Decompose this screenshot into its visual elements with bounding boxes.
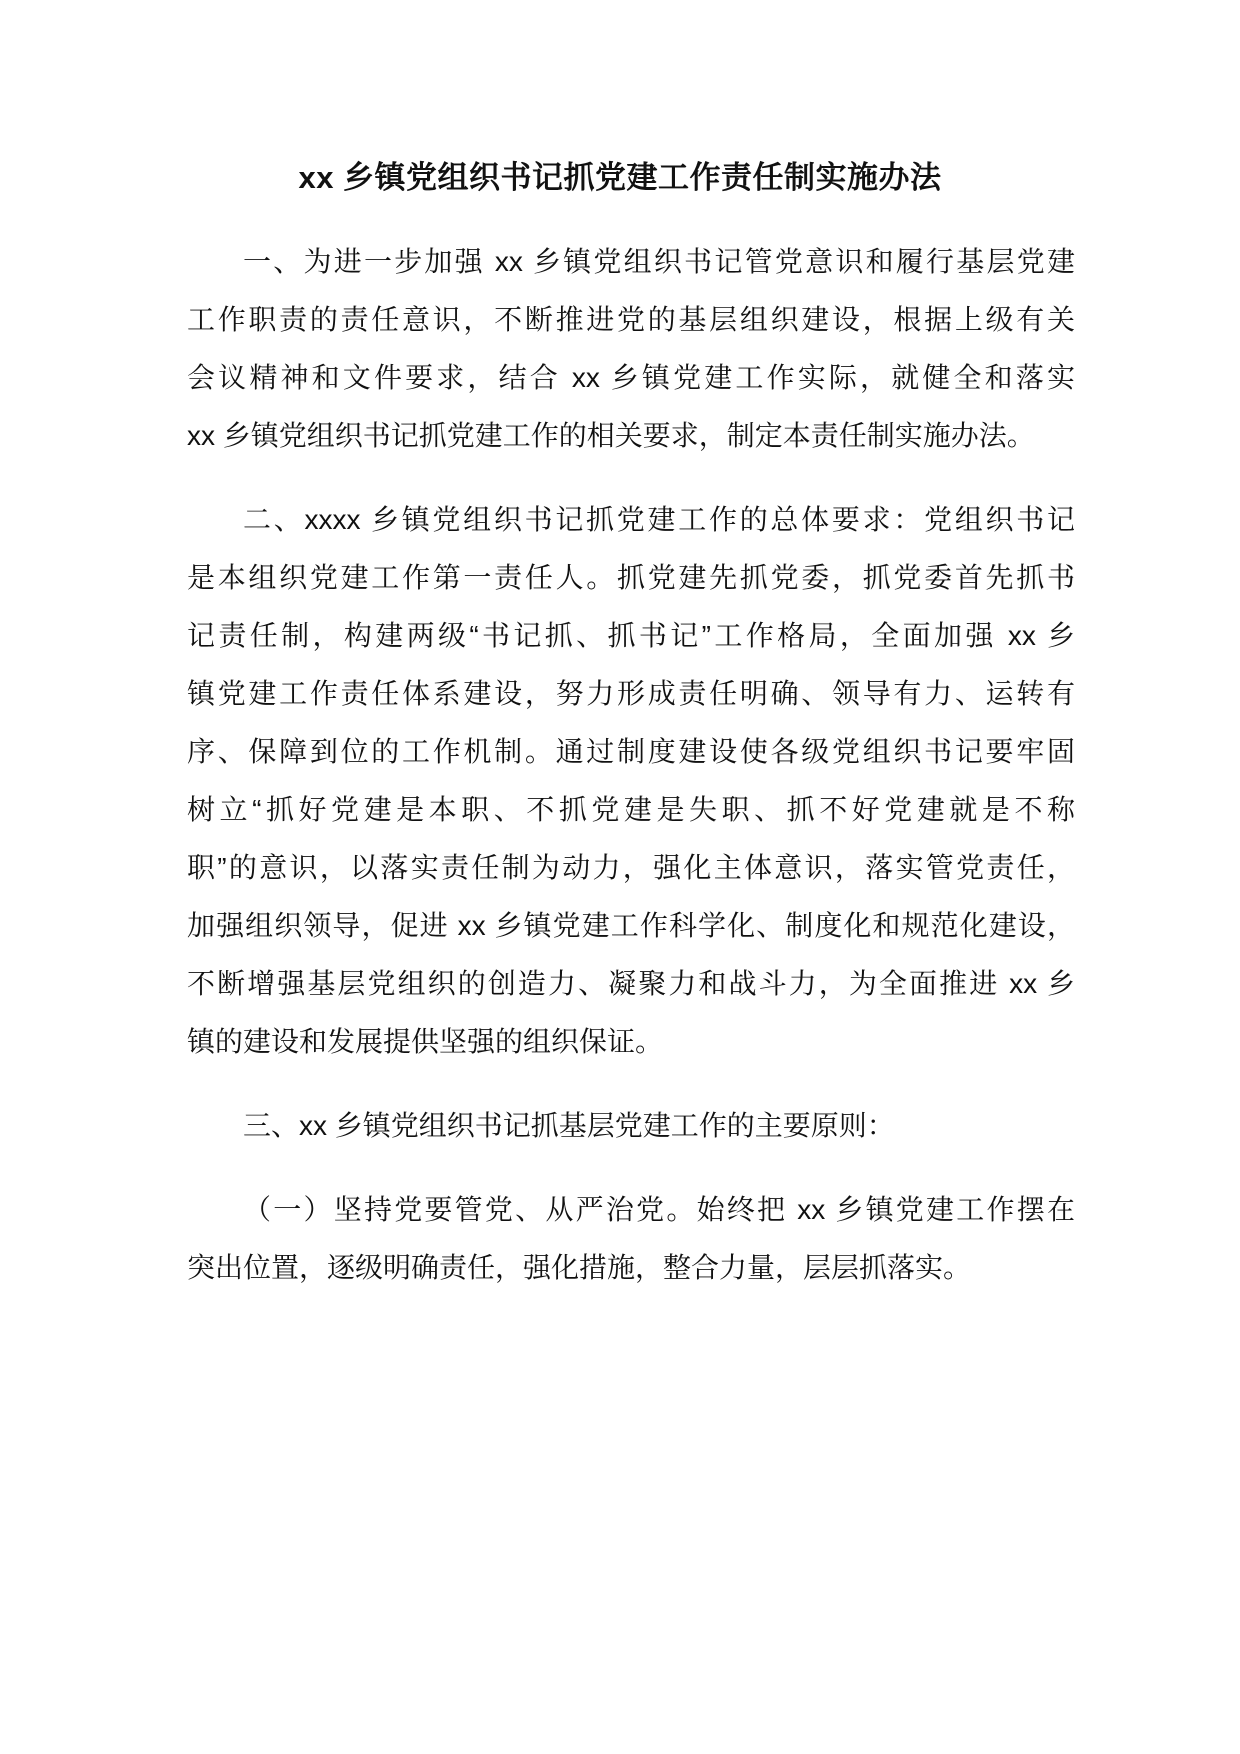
text-line: 二、xxxx 乡镇党组织书记抓党建工作的总体要求：党组织书记 <box>243 504 1075 535</box>
text-line: 加强组织领导，促进 xx 乡镇党建工作科学化、制度化和规范化建设， <box>187 910 1075 941</box>
paragraph <box>187 233 1075 465</box>
paragraph <box>187 1181 1075 1297</box>
text-line: xx 乡镇党组织书记抓党建工作的相关要求，制定本责任制实施办法。 <box>187 420 1035 451</box>
text-line: 树立“抓好党建是本职、不抓党建是失职、抓不好党建就是不称 <box>187 794 1075 825</box>
text-line: 职”的意识，以落实责任制为动力，强化主体意识，落实管党责任， <box>187 852 1075 883</box>
text-line: 序、保障到位的工作机制。通过制度建设使各级党组织书记要牢固 <box>187 736 1075 767</box>
document-body <box>187 233 1075 1323</box>
paragraph <box>187 1097 1075 1155</box>
text-line: 一、为进一步加强 xx 乡镇党组织书记管党意识和履行基层党建 <box>243 246 1075 277</box>
text-line: 三、xx 乡镇党组织书记抓基层党建工作的主要原则： <box>243 1110 895 1141</box>
text-line: 镇的建设和发展提供坚强的组织保证。 <box>187 1026 664 1057</box>
paragraph <box>187 491 1075 1071</box>
text-line: 是本组织党建工作第一责任人。抓党建先抓党委，抓党委首先抓书 <box>187 562 1075 593</box>
text-line: 记责任制，构建两级“书记抓、抓书记”工作格局，全面加强 xx 乡 <box>187 620 1075 651</box>
text-line: （一）坚持党要管党、从严治党。始终把 xx 乡镇党建工作摆在 <box>243 1194 1075 1225</box>
text-line: 工作职责的责任意识，不断推进党的基层组织建设，根据上级有关 <box>187 304 1075 335</box>
text-line: 会议精神和文件要求，结合 xx 乡镇党建工作实际，就健全和落实 <box>187 362 1075 393</box>
text-line: 镇党建工作责任体系建设，努力形成责任明确、领导有力、运转有 <box>187 678 1075 709</box>
text-line: 突出位置，逐级明确责任，强化措施，整合力量，层层抓落实。 <box>187 1252 972 1283</box>
document-title: xx 乡镇党组织书记抓党建工作责任制实施办法 <box>298 160 942 195</box>
text-line: 不断增强基层党组织的创造力、凝聚力和战斗力，为全面推进 xx 乡 <box>187 968 1075 999</box>
